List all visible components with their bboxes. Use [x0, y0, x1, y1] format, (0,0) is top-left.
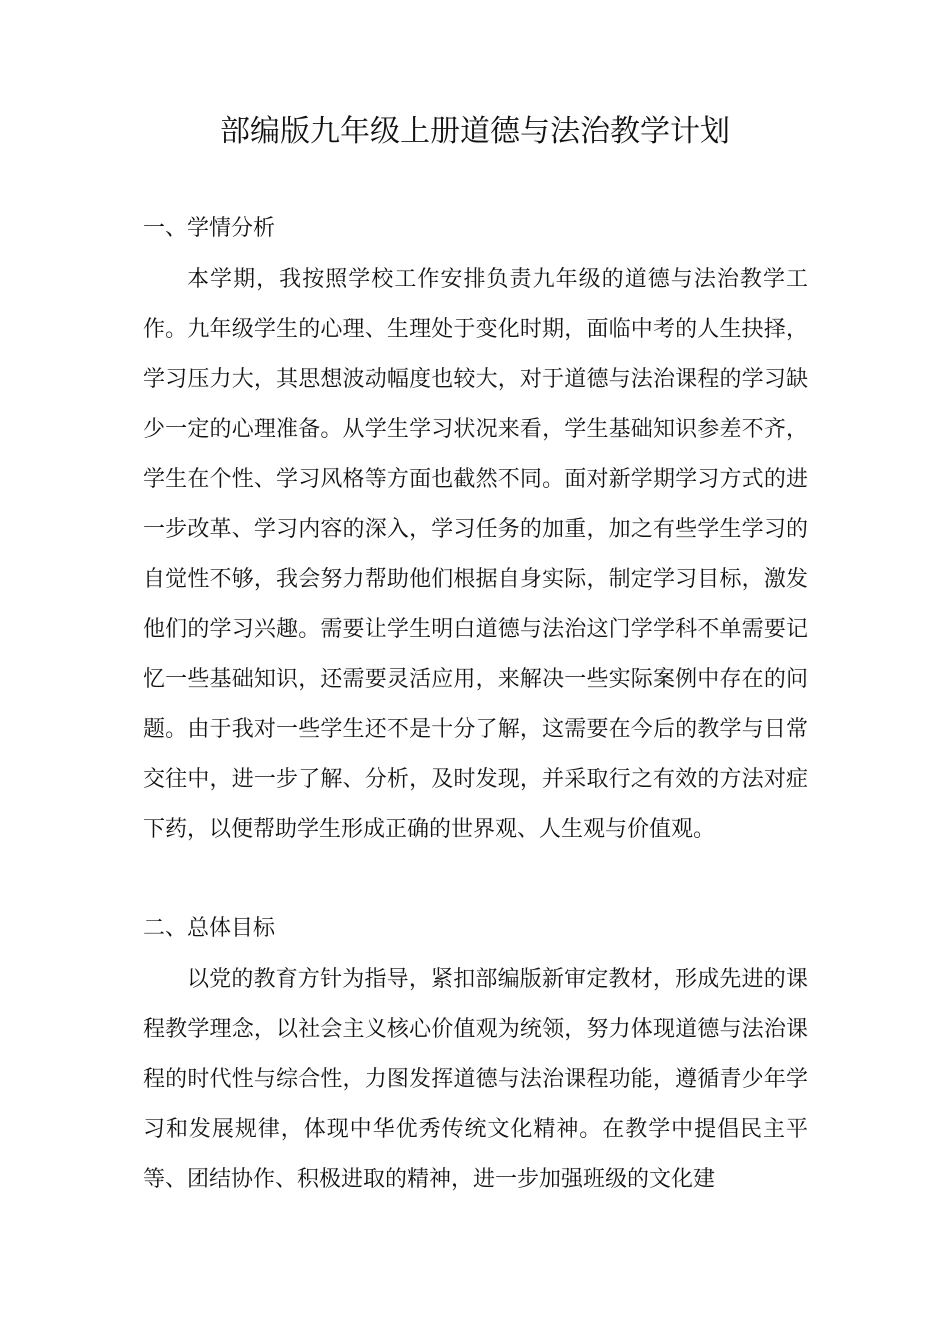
- section-heading-situation-analysis: 一、学情分析: [143, 216, 276, 241]
- section-paragraph-overall-goals: 以党的教育方针为指导，紧扣部编版新审定教材，形成先进的课程教学理念，以社会主义核心价值观为统领，努力体现道德与法治课程的时代性与综合性，力图发挥道德与法治课程功能，遵循青少年学习和发展规律，体现中华优秀传统文化精神。在教学中提倡民主平等、团结协作、积极进取的精神，进一步加强班级的文化建: [143, 967, 808, 1192]
- section-paragraph-situation-analysis: 本学期，我按照学校工作安排负责九年级的道德与法治教学工作。九年级学生的心理、生理处于变化时期，面临中考的人生抉择，学习压力大，其思想波动幅度也较大，对于道德与法治课程的学习缺少一定的心理准备。从学生学习状况来看，学生基础知识参差不齐，学生在个性、学习风格等方面也截然不同。面对新学期学习方式的进一步改革、学习内容的深入，学习任务的加重，加之有些学生学习的自觉性不够，我会努力帮助他们根据自身实际，制定学习目标，激发他们的学习兴趣。需要让学生明白道德与法治这门学学科不单需要记忆一些基础知识，还需要灵活应用，来解决一些实际案例中存在的问题。由于我对一些学生还不是十分了解，这需要在今后的教学与日常交往中，进一步了解、分析，及时发现，并采取行之有效的方法对症下药，以便帮助学生形成正确的世界观、人生观与价值观。: [143, 267, 808, 842]
- document-title: 部编版九年级上册道德与法治教学计划: [220, 114, 730, 149]
- section-heading-overall-goals: 二、总体目标: [143, 916, 276, 941]
